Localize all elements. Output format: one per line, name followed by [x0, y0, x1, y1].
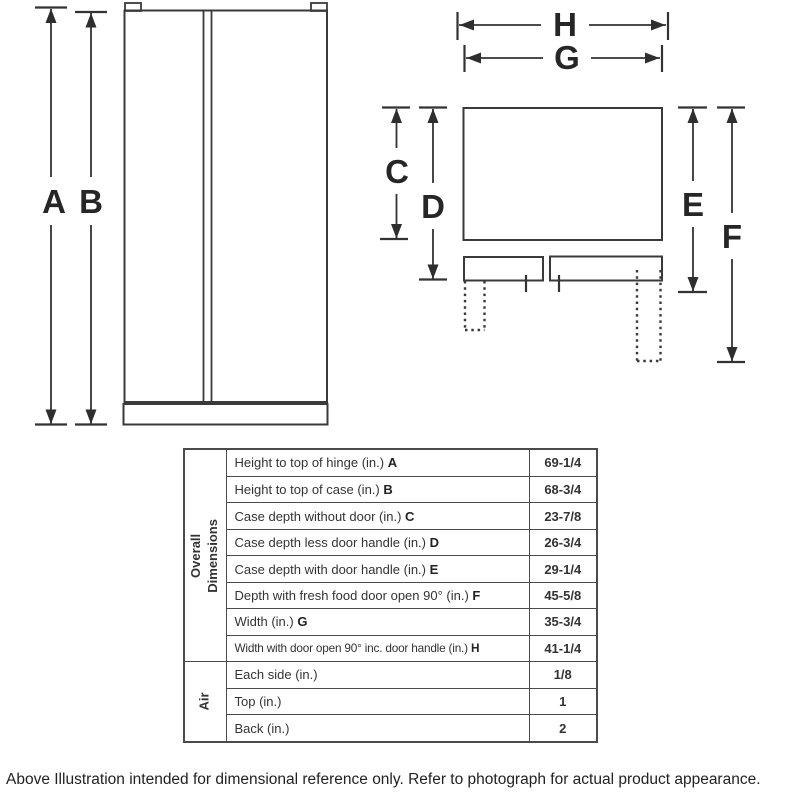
spec-desc	[226, 688, 529, 714]
dim-c-arrow-up	[391, 109, 402, 124]
spec-desc	[226, 449, 529, 476]
footer-note: Above Illustration intended for dimensional reference only. Refer to photograph for actual product appearance.	[6, 771, 761, 788]
spec-key-letter: G	[297, 614, 308, 630]
dimension-b	[75, 12, 107, 425]
spec-desc	[226, 715, 529, 742]
spec-desc-text: Case depth with door handle (in.)	[234, 561, 430, 577]
spec-desc	[226, 635, 529, 661]
spec-value: 26-3/4	[529, 529, 597, 555]
dimension-e	[676, 108, 710, 293]
dimension-label-b: B	[79, 183, 103, 220]
spec-desc-text: Width with door open 90° inc. door handle (in.)	[234, 641, 471, 656]
spec-key-letter: F	[472, 587, 481, 603]
spec-key-letter: C	[405, 508, 415, 524]
dimension-f	[715, 108, 749, 363]
dimension-label-h: H	[553, 6, 577, 43]
dimension-label-g: G	[554, 39, 580, 76]
fridge-base-kickplate	[124, 404, 328, 425]
dimension-label-c: C	[385, 153, 409, 190]
spec-key-letter: D	[429, 535, 440, 551]
spec-desc	[226, 662, 529, 688]
group-cell-overall-dimensions	[184, 449, 226, 662]
rotated-label-wrap	[185, 450, 226, 661]
spec-desc	[226, 529, 529, 555]
dimension-a	[35, 8, 70, 425]
spec-key-letter: A	[387, 455, 398, 471]
spec-desc	[226, 609, 529, 635]
group-cell-air	[184, 662, 226, 742]
table-row	[184, 609, 597, 635]
fresh-food-door-top-view	[550, 257, 662, 281]
dim-a-arrow-down	[46, 410, 57, 425]
spec-desc	[226, 476, 529, 502]
dim-h-arrow-left	[460, 20, 475, 31]
table-row	[184, 688, 597, 714]
table-row	[184, 449, 597, 476]
group-label-line: Dimensions	[205, 518, 221, 593]
dim-h-arrow-right	[651, 20, 666, 31]
dim-e-arrow-up	[688, 109, 699, 124]
dimension-label-a: A	[42, 183, 66, 220]
door-open-projection-left	[465, 281, 485, 330]
table-row	[184, 529, 597, 555]
group-label-line: Overall	[188, 533, 204, 578]
table-row	[184, 476, 597, 502]
dimension-c	[380, 108, 413, 240]
group-label-overall-dimensions	[188, 519, 222, 593]
spec-desc-text: Top (in.)	[234, 693, 282, 709]
group-label-air	[197, 693, 214, 711]
dim-c-arrow-down	[391, 224, 402, 239]
spec-value: 2	[529, 715, 597, 742]
table-row	[184, 503, 597, 529]
rotated-label-wrap	[185, 662, 226, 741]
front-view	[35, 3, 328, 425]
dim-b-arrow-up	[86, 13, 97, 28]
table-row	[184, 582, 597, 608]
spec-desc-text: Case depth less door handle (in.)	[234, 535, 430, 551]
spec-desc	[226, 582, 529, 608]
top-view	[380, 6, 749, 362]
dimension-label-f: F	[721, 218, 743, 255]
spec-key-letter: H	[470, 641, 480, 656]
table-row	[184, 662, 597, 688]
spec-value: 23-7/8	[529, 503, 597, 529]
spec-desc	[226, 503, 529, 529]
dimension-h	[458, 6, 669, 43]
spec-desc	[226, 556, 529, 582]
spec-value: 41-1/4	[529, 635, 597, 661]
spec-desc-text: Depth with fresh food door open 90° (in.)	[234, 587, 473, 603]
spec-value: 1/8	[529, 662, 597, 688]
group-label-line: Air	[196, 692, 212, 711]
dim-d-arrow-down	[428, 265, 439, 280]
dim-g-arrow-left	[467, 53, 482, 64]
dim-e-arrow-down	[688, 277, 699, 292]
freezer-door-top-view	[464, 257, 543, 281]
dimension-g	[465, 39, 663, 76]
dim-g-arrow-right	[645, 53, 660, 64]
dim-f-arrow-down	[727, 347, 738, 362]
dimensions-table	[183, 448, 598, 743]
dim-b-arrow-down	[86, 410, 97, 425]
spec-value: 68-3/4	[529, 476, 597, 502]
dimension-label-e: E	[681, 186, 705, 223]
spec-desc-text: Width (in.)	[234, 614, 298, 630]
dim-d-arrow-up	[428, 109, 439, 124]
spec-key-letter: B	[383, 482, 393, 498]
spec-value: 69-1/4	[529, 449, 597, 476]
dimension-label-d: D	[421, 188, 445, 225]
table-row	[184, 556, 597, 582]
spec-desc-text: Height to top of case (in.)	[234, 482, 384, 498]
dim-f-arrow-up	[727, 109, 738, 124]
spec-value: 45-5/8	[529, 582, 597, 608]
spec-value: 29-1/4	[529, 556, 597, 582]
spec-desc-text: Each side (in.)	[234, 667, 318, 683]
dim-a-arrow-up	[46, 9, 57, 24]
dimension-d	[416, 108, 450, 280]
door-open-projection-right	[637, 270, 661, 361]
spec-value: 35-3/4	[529, 609, 597, 635]
table-row	[184, 715, 597, 742]
spec-key-letter: E	[429, 561, 439, 577]
spec-desc-text: Back (in.)	[234, 720, 290, 736]
table-row	[184, 635, 597, 661]
case-top-view-outline	[464, 108, 663, 240]
fridge-body-outline	[125, 11, 328, 403]
spec-desc-text: Height to top of hinge (in.)	[234, 455, 388, 471]
spec-value: 1	[529, 688, 597, 714]
spec-desc-text: Case depth without door (in.)	[234, 508, 406, 524]
